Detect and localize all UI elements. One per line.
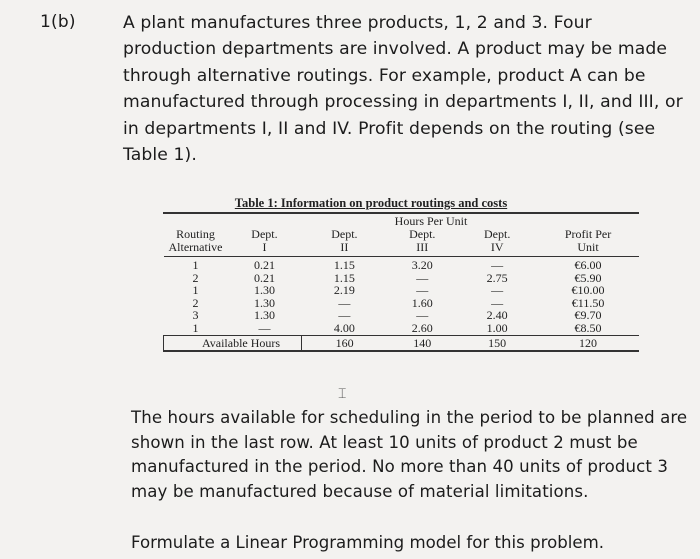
cell: — — [491, 295, 504, 310]
cell: 2.19 — [333, 283, 355, 298]
cell: — — [416, 270, 429, 285]
cell: 0.21 — [253, 270, 275, 285]
hours-per-unit-label: Hours Per Unit — [394, 214, 468, 228]
cell: 2 — [192, 270, 199, 285]
available-hours-profit: 120 — [537, 335, 639, 351]
header-dept-2: Dept. — [331, 227, 358, 241]
cell: — — [491, 258, 504, 272]
available-hours-label: Available Hours — [164, 335, 302, 351]
header-row-2 — [164, 241, 640, 257]
question-number: 1(b) — [40, 12, 76, 32]
cell: 4.00 — [333, 320, 355, 335]
header-unit: Unit — [577, 240, 599, 254]
available-hours-row — [164, 335, 640, 351]
cell: 3.20 — [411, 258, 433, 272]
cell: €9.70 — [574, 308, 602, 323]
cell: 1 — [192, 258, 199, 272]
cell: — — [416, 283, 429, 298]
cell: 1.30 — [253, 295, 275, 310]
header-dept-1-num: I — [262, 240, 267, 254]
available-hours-dept-4: 150 — [457, 335, 537, 351]
body-paragraph: The hours available for scheduling in the period to be planned are shown in the last row. At least 10 units of product 2 must be manufactured in the period. No more than 40 units of product 3 may be manufactured because of material limitations. — [131, 408, 688, 501]
cell: — — [258, 320, 271, 335]
routing-table — [163, 196, 639, 352]
table-row — [164, 284, 640, 297]
cell: — — [416, 308, 429, 323]
header-dept-4-num: IV — [490, 240, 504, 254]
cell: 1.15 — [333, 270, 355, 285]
cell: 1.15 — [333, 258, 355, 272]
cell: 2.75 — [486, 270, 508, 285]
cell: 2 — [192, 295, 199, 310]
intro-paragraph: A plant manufactures three products, 1, 2 and 3. Four production departments are involved. A product may be made through alternative routings. For example, product A can be manufactured through processing in departments I, II, and III, or in departments I, II and IV. Profit depends on the routing (see Table 1). — [123, 13, 683, 166]
cell: — — [338, 295, 351, 310]
table-row — [164, 257, 640, 272]
cell: 0.21 — [253, 258, 275, 272]
table-row — [164, 272, 640, 285]
cell: €8.50 — [574, 320, 602, 335]
header-dept-3-num: III — [416, 240, 429, 254]
header-alternative: Alternative — [168, 240, 223, 254]
cell: €6.00 — [574, 258, 602, 272]
header-profit: Profit Per — [564, 227, 612, 241]
cell: 3 — [192, 308, 199, 323]
cell: 2.60 — [411, 320, 433, 335]
table-body — [163, 228, 639, 352]
table-caption: Table 1: Information on product routings and costs — [234, 196, 508, 210]
cell: 1.60 — [411, 295, 433, 310]
header-dept-3: Dept. — [409, 227, 436, 241]
table-row — [164, 309, 640, 322]
cell: €5.90 — [574, 270, 602, 285]
table-row — [164, 297, 640, 310]
available-hours-dept-3: 140 — [387, 335, 457, 351]
cell: 1.00 — [486, 320, 508, 335]
cell: €11.50 — [571, 295, 605, 310]
text-cursor-icon: ⌶ — [338, 386, 347, 402]
cell: — — [491, 283, 504, 298]
cell: — — [338, 308, 351, 323]
task-instruction: Formulate a Linear Programming model for this problem. — [131, 533, 605, 552]
cell: 1.30 — [253, 283, 275, 298]
cell: 1 — [192, 320, 199, 335]
header-routing: Routing — [176, 227, 215, 241]
cell: 1.30 — [253, 308, 275, 323]
table-row — [164, 322, 640, 335]
cell: €10.00 — [571, 283, 605, 298]
cell: 1 — [192, 283, 199, 298]
header-row-1 — [164, 228, 640, 241]
available-hours-dept-2: 160 — [301, 335, 387, 351]
header-dept-1: Dept. — [251, 227, 278, 241]
header-dept-2-num: II — [340, 240, 349, 254]
cell: 2.40 — [486, 308, 508, 323]
header-dept-4: Dept. — [484, 227, 511, 241]
